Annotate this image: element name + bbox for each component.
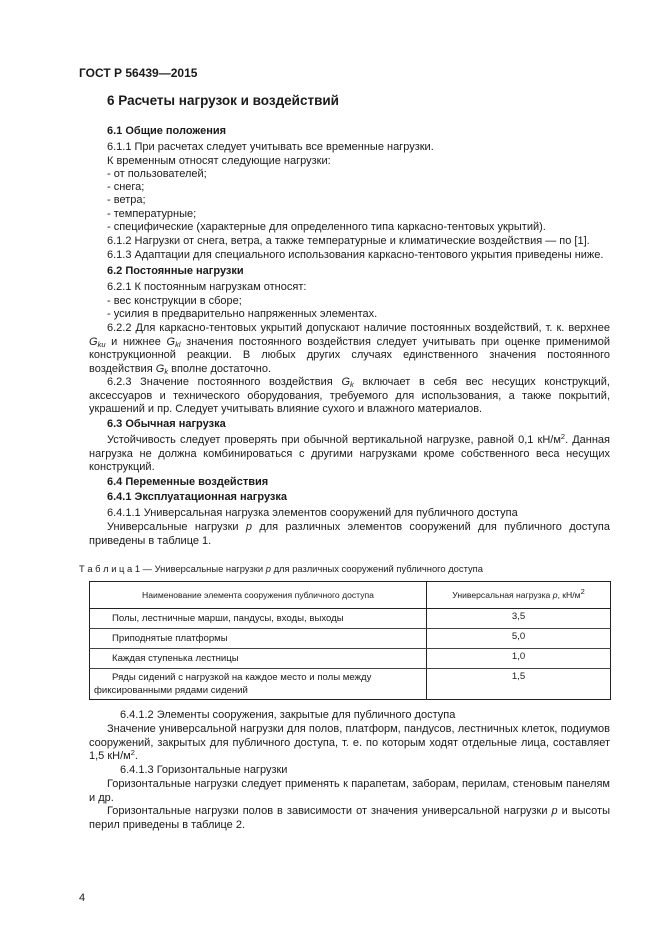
loads-table [89, 581, 611, 700]
text: 6.2.3 Значение постоянного воздействия [107, 376, 342, 388]
symbol: p [552, 590, 558, 600]
table-caption [79, 563, 483, 574]
paragraph-6-2-3 [89, 376, 610, 417]
heading-6-3: 6.3 Обычная нагрузка [107, 418, 226, 430]
list-item: - температурные; [107, 208, 197, 220]
table-cell: 3,5 [427, 609, 611, 629]
heading-6-2: 6.2 Постоянные нагрузки [107, 265, 244, 277]
section-title: 6 Расчеты нагрузок и воздействий [107, 93, 339, 108]
list-item: - специфические (характерные для определенного типа каркасно-тентовых укрытий). [107, 221, 546, 233]
text: — Универсальные нагрузки [140, 563, 266, 574]
list-item: - вес конструкции в сборе; [107, 295, 242, 307]
list-item: - от пользователей; [107, 168, 207, 180]
paragraph: К временным относят следующие нагрузки: [107, 155, 331, 167]
subscript: k [350, 380, 354, 389]
text: для различных сооружений публичного доступа [270, 563, 483, 574]
table-header [427, 582, 611, 609]
list-item: - усилия в предварительно напряженных элементах. [107, 308, 378, 320]
paragraph: Горизонтальные нагрузки следует применять к парапетам, заборам, перилам, стеновым панелям и др. [89, 778, 610, 804]
symbol: G [155, 362, 165, 375]
symbol: G [89, 335, 98, 348]
text: Значение универсальной нагрузки для полов, платформ, пандусов, лестничных клеток, подиумов сооружений, закрытых для публичного доступа, т. е. по которым ходят отдельные лица, составляет 1,5 кН/м [89, 723, 610, 763]
subscript: k [164, 366, 169, 376]
paragraph [89, 521, 610, 548]
list-item: - снега; [107, 181, 145, 193]
superscript: 2 [130, 748, 135, 758]
paragraph: 6.1.3 Адаптации для специального использования каркасно-тентового укрытия приведены ниже. [107, 249, 604, 261]
heading-6-4: 6.4 Переменные воздействия [107, 476, 269, 488]
page-number: 4 [79, 892, 86, 904]
table-cell: 5,0 [427, 629, 611, 649]
table-row [90, 669, 611, 700]
table-row [90, 629, 611, 649]
paragraph: 6.2.1 К постоянным нагрузкам относят: [107, 281, 307, 293]
paragraph: 6.4.1.2 Элементы сооружения, закрытые для публичного доступа [120, 709, 456, 721]
paragraph: 6.1.2 Нагрузки от снега, ветра, а также температурные и климатические воздействия — по [1]. [107, 235, 590, 247]
text: . [134, 750, 138, 763]
table-cell: Каждая ступенька лестницы [90, 649, 427, 669]
paragraph: 6.1.1 При расчетах следует учитывать все временные нагрузки. [107, 141, 434, 153]
table-row [90, 649, 611, 669]
table-cell: Полы, лестничные марши, пандусы, входы, выходы [90, 609, 427, 629]
text: , кН/м [557, 590, 581, 600]
paragraph [89, 805, 610, 832]
text: Т а б л и ц а 1 [79, 563, 141, 574]
text: вполне достаточно. [168, 362, 272, 375]
text: Универсальные нагрузки [107, 521, 246, 533]
doc-id-header: ГОСТ Р 56439—2015 [79, 66, 198, 80]
heading-6-1: 6.1 Общие положения [107, 125, 227, 137]
table-row [90, 609, 611, 629]
symbol: p [245, 521, 252, 533]
symbol: G [166, 335, 176, 348]
symbol: p [551, 805, 558, 817]
symbol: p [265, 563, 271, 574]
text: 6.2.2 Для каркасно-тентовых укрытий допускают наличие постоянных воздействий, т. к. верхнее [107, 322, 610, 334]
text: включает в себя вес несущих конструкций, аксессуаров и технического оборудования, требуемого для использования, а также покрытий, украшений и пр. Следует учитывать влияние сухого и влажного материалов. [89, 376, 610, 416]
subscript: ku [97, 339, 106, 349]
list-item: - ветра; [107, 194, 146, 206]
text: значения постоянного воздействия следует учитывать при оценке применимой конструкционной реакции. В любых других случаях единственного значения постоянного воздействия [89, 335, 610, 375]
text: для различных элементов сооружений для публичного доступа приведены в таблице 1. [89, 521, 610, 547]
table-cell: 1,0 [427, 649, 611, 669]
text: и высоты перил приведены в таблице 2. [89, 805, 610, 831]
superscript: 2 [560, 432, 566, 441]
table-cell: Приподнятые платформы [90, 629, 427, 649]
superscript: 2 [580, 587, 585, 596]
text: . Данная нагрузка не должна комбинироваться с другими нагрузками кроме собственного веса несущих конструкций. [89, 434, 610, 474]
paragraph-6-2-2 [89, 322, 610, 376]
text: и нижнее [105, 335, 167, 348]
paragraph: 6.4.1.1 Универсальная нагрузка элементов сооружений для публичного доступа [107, 507, 518, 519]
table-cell: 1,5 [427, 669, 611, 700]
text: Универсальная нагрузка [452, 590, 553, 600]
table-cell: Ряды сидений с нагрузкой на каждое место и полы между фиксированными рядами сидений [90, 669, 427, 700]
paragraph-6-3 [89, 434, 610, 475]
subscript: kl [175, 339, 181, 349]
heading-6-4-1: 6.4.1 Эксплуатационная нагрузка [107, 491, 288, 503]
paragraph: 6.4.1.3 Горизонтальные нагрузки [120, 764, 288, 776]
paragraph [89, 723, 610, 764]
text: Горизонтальные нагрузки полов в зависимости от значения универсальной нагрузки [107, 805, 552, 817]
symbol: G [341, 376, 350, 388]
table-header: Наименование элемента сооружения публичного доступа [90, 582, 427, 609]
text: Устойчивость следует проверять при обычной вертикальной нагрузке, равной 0,1 кН/м [107, 434, 561, 446]
